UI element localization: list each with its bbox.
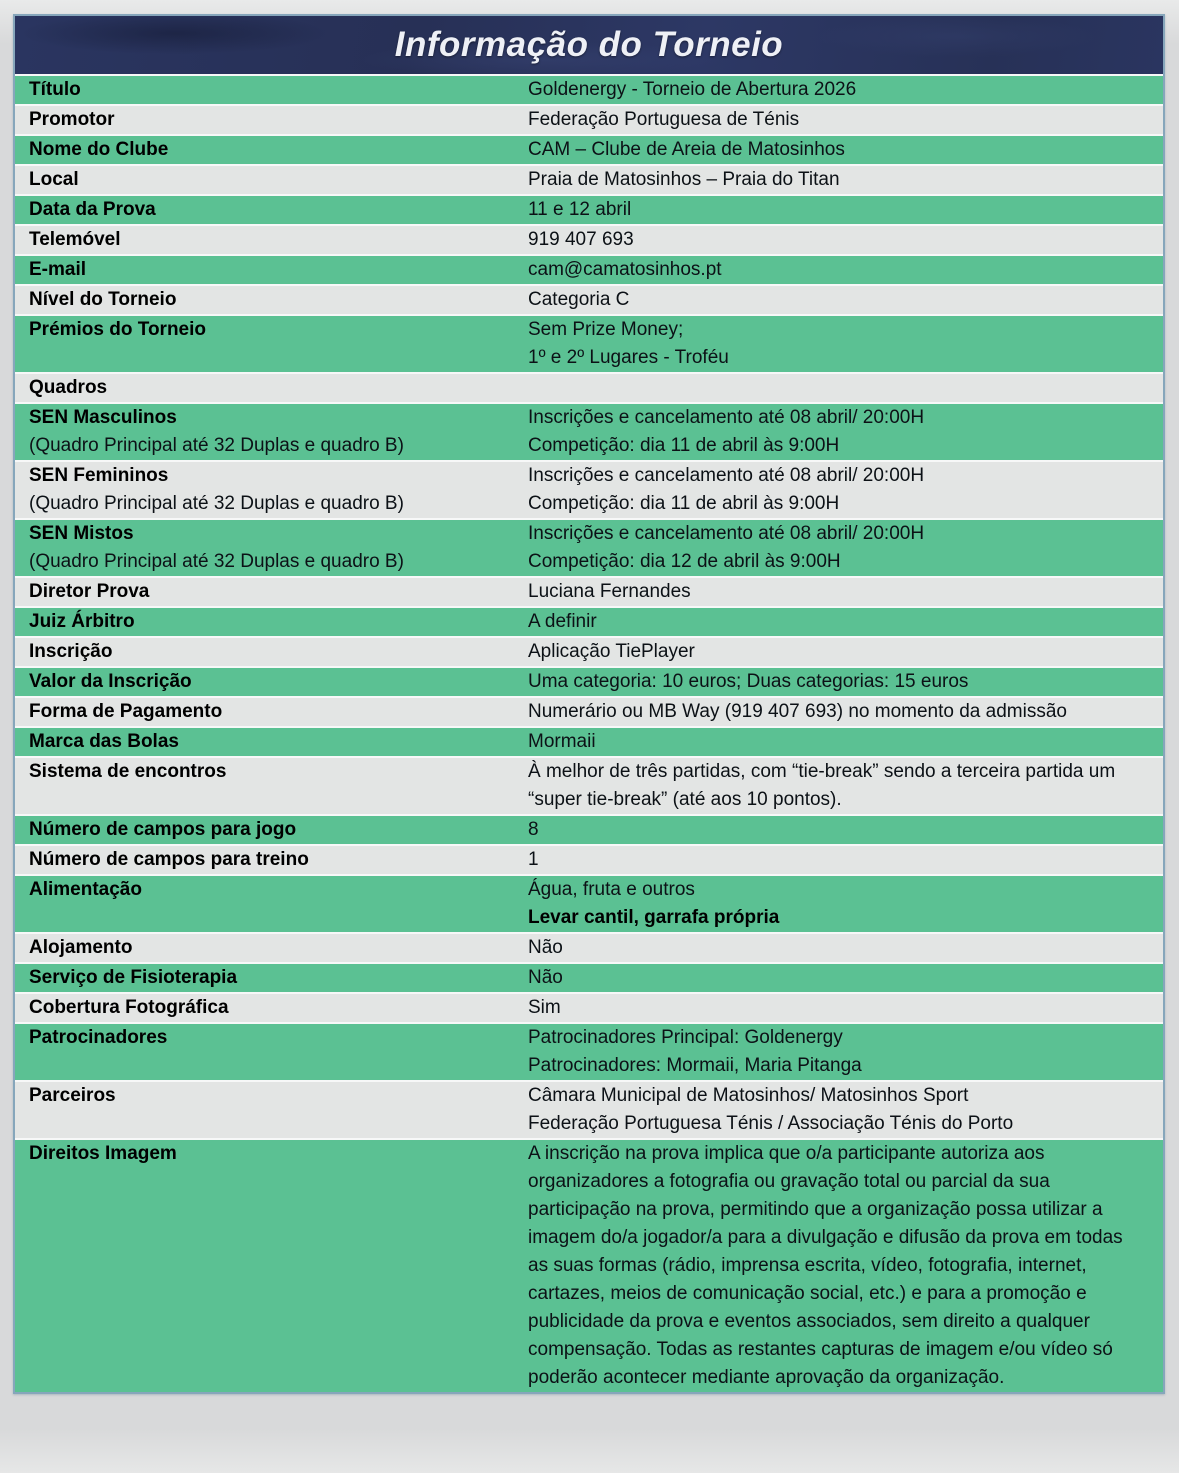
row-label-text: SEN Masculinos xyxy=(29,407,177,428)
row-value xyxy=(528,462,1163,518)
row-value-line: Inscrições e cancelamento até 08 abril/ 20:00H xyxy=(528,465,925,486)
row-label-text: Inscrição xyxy=(29,641,113,662)
row-value-line: Inscrições e cancelamento até 08 abril/ 20:00H xyxy=(528,523,925,544)
row-label xyxy=(15,578,528,606)
row-label-text: Juiz Árbitro xyxy=(29,611,135,632)
row-value xyxy=(528,934,1163,962)
row-label xyxy=(15,994,528,1022)
row-value xyxy=(528,816,1163,844)
row-label-text: Sistema de encontros xyxy=(29,761,227,782)
row-value xyxy=(528,846,1163,874)
row-value-line: cam@camatosinhos.pt xyxy=(528,259,722,280)
row-label xyxy=(15,316,528,372)
row-value xyxy=(528,136,1163,164)
row-value-line: Não xyxy=(528,967,563,988)
row-value xyxy=(528,374,1163,402)
row-value xyxy=(528,758,1163,814)
row-label-text: Forma de Pagamento xyxy=(29,701,223,722)
row-value-line: Não xyxy=(528,937,563,958)
row-value xyxy=(528,668,1163,696)
row-label xyxy=(15,934,528,962)
table-row-local xyxy=(15,166,1163,194)
row-value xyxy=(528,994,1163,1022)
row-value xyxy=(528,876,1163,932)
table-row-servico-de-fisioterapia xyxy=(15,964,1163,992)
row-value xyxy=(528,226,1163,254)
row-label-text: Local xyxy=(29,169,79,190)
row-value xyxy=(528,964,1163,992)
row-label xyxy=(15,256,528,284)
row-value xyxy=(528,698,1163,726)
row-value-line: Competição: dia 11 de abril às 9:00H xyxy=(528,493,840,514)
row-label-text: Serviço de Fisioterapia xyxy=(29,967,238,988)
row-label xyxy=(15,520,528,576)
row-value-line: Levar cantil, garrafa própria xyxy=(528,907,780,928)
row-value xyxy=(528,1024,1163,1080)
row-value-line: 919 407 693 xyxy=(528,229,634,250)
row-label-text: E-mail xyxy=(29,259,87,280)
row-label xyxy=(15,374,528,402)
row-label-text: Valor da Inscrição xyxy=(29,671,192,692)
table-row-inscricao xyxy=(15,638,1163,666)
row-label xyxy=(15,106,528,134)
row-value-line: Categoria C xyxy=(528,289,630,310)
row-value xyxy=(528,1082,1163,1138)
row-label xyxy=(15,846,528,874)
row-value-line: Numerário ou MB Way (919 407 693) no momento da admissão xyxy=(528,701,1067,722)
table-row-data-da-prova xyxy=(15,196,1163,224)
table-row-alimentacao xyxy=(15,876,1163,932)
table-row-juiz-arbitro xyxy=(15,608,1163,636)
row-value xyxy=(528,1140,1163,1392)
row-label-text: SEN Mistos xyxy=(29,523,134,544)
row-value-line: Uma categoria: 10 euros; Duas categorias: 15 euros xyxy=(528,671,969,692)
table-header xyxy=(15,16,1163,74)
row-label xyxy=(15,136,528,164)
row-value-line: Inscrições e cancelamento até 08 abril/ 20:00H xyxy=(528,407,925,428)
row-value-line: Sem Prize Money; xyxy=(528,319,684,340)
table-row-alojamento xyxy=(15,934,1163,962)
row-value xyxy=(528,638,1163,666)
row-value-line: Goldenergy - Torneio de Abertura 2026 xyxy=(528,79,857,100)
row-label xyxy=(15,1082,528,1138)
row-value-line: Luciana Fernandes xyxy=(528,581,691,602)
row-value xyxy=(528,728,1163,756)
row-label-text: Cobertura Fotográfica xyxy=(29,997,229,1018)
row-label xyxy=(15,196,528,224)
table-row-numero-campos-jogo xyxy=(15,816,1163,844)
row-label xyxy=(15,638,528,666)
row-value xyxy=(528,166,1163,194)
row-value-line: Competição: dia 12 de abril às 9:00H xyxy=(528,551,841,572)
row-value xyxy=(528,578,1163,606)
row-label-text: Diretor Prova xyxy=(29,581,150,602)
row-label-text: Patrocinadores xyxy=(29,1027,168,1048)
row-value xyxy=(528,286,1163,314)
row-value-line: Mormaii xyxy=(528,731,596,752)
table-row-sen-mistos xyxy=(15,520,1163,576)
row-label-text: Alojamento xyxy=(29,937,133,958)
row-label-text: Prémios do Torneio xyxy=(29,319,207,340)
row-value-line: À melhor de três partidas, com “tie-break” sendo a terceira partida um “super tie-break” (até aos 10 pontos). xyxy=(528,761,1116,810)
table-row-quadros xyxy=(15,374,1163,402)
row-label-text: Número de campos para jogo xyxy=(29,819,297,840)
table-row-diretor-prova xyxy=(15,578,1163,606)
row-label xyxy=(15,404,528,460)
table-row-titulo xyxy=(15,76,1163,104)
table-row-promotor xyxy=(15,106,1163,134)
tournament-info-table xyxy=(13,14,1165,1394)
table-row-valor-da-inscricao xyxy=(15,668,1163,696)
row-value-line: Patrocinadores: Mormaii, Maria Pitanga xyxy=(528,1055,862,1076)
row-label-text: Marca das Bolas xyxy=(29,731,179,752)
table-row-nivel-do-torneio xyxy=(15,286,1163,314)
row-label-text: Nível do Torneio xyxy=(29,289,177,310)
row-label xyxy=(15,876,528,932)
row-value-line: Aplicação TiePlayer xyxy=(528,641,695,662)
row-label xyxy=(15,728,528,756)
row-value-line: A definir xyxy=(528,611,597,632)
row-label xyxy=(15,462,528,518)
row-label-subtext: (Quadro Principal até 32 Duplas e quadro B) xyxy=(29,435,404,456)
row-label-text: Nome do Clube xyxy=(29,139,169,160)
info-table-body xyxy=(15,76,1163,1392)
table-row-sistema-de-encontros xyxy=(15,758,1163,814)
row-label xyxy=(15,226,528,254)
row-value-line: Federação Portuguesa de Ténis xyxy=(528,109,800,130)
row-label xyxy=(15,1024,528,1080)
row-label-subtext: (Quadro Principal até 32 Duplas e quadro B) xyxy=(29,551,404,572)
row-value xyxy=(528,76,1163,104)
row-label-text: Título xyxy=(29,79,81,100)
row-value-line: A inscrição na prova implica que o/a participante autoriza aos organizadores a fotografia ou gravação total ou parcial da sua participação na prova, permitindo que a organização possa utilizar a imagem do/a jogador/a para a divulgação e difusão da prova em todas as suas formas (rádio, imprensa escrita, vídeo, fotografia, internet, cartazes, meios de comunicação social, etc.) e para a promoção e publicidade da prova e eventos associados, sem direito a qualquer compensação. Todas as restantes capturas de imagem e/ou vídeo só poderão acontecer mediante aprovação da organização. xyxy=(528,1143,1123,1388)
row-label xyxy=(15,76,528,104)
row-label-text: SEN Femininos xyxy=(29,465,169,486)
row-value xyxy=(528,256,1163,284)
row-value xyxy=(528,608,1163,636)
table-row-email xyxy=(15,256,1163,284)
table-row-forma-de-pagamento xyxy=(15,698,1163,726)
row-value-line: Câmara Municipal de Matosinhos/ Matosinhos Sport xyxy=(528,1085,969,1106)
row-value-line: Patrocinadores Principal: Goldenergy xyxy=(528,1027,843,1048)
table-row-telemovel xyxy=(15,226,1163,254)
table-row-cobertura-fotografica xyxy=(15,994,1163,1022)
row-label xyxy=(15,608,528,636)
row-value-line: CAM – Clube de Areia de Matosinhos xyxy=(528,139,845,160)
row-label xyxy=(15,166,528,194)
row-label-text: Telemóvel xyxy=(29,229,121,250)
table-row-premios-do-torneio xyxy=(15,316,1163,372)
row-value-line: Competição: dia 11 de abril às 9:00H xyxy=(528,435,840,456)
table-row-parceiros xyxy=(15,1082,1163,1138)
row-value-line: Federação Portuguesa Ténis / Associação Ténis do Porto xyxy=(528,1113,1014,1134)
row-label-subtext: (Quadro Principal até 32 Duplas e quadro B) xyxy=(29,493,404,514)
row-label-text: Alimentação xyxy=(29,879,142,900)
row-label xyxy=(15,1140,528,1392)
row-value xyxy=(528,520,1163,576)
row-label-text: Data da Prova xyxy=(29,199,156,220)
row-value-line: Água, fruta e outros xyxy=(528,879,695,900)
row-label xyxy=(15,668,528,696)
row-value-line: 8 xyxy=(528,819,539,840)
row-value-line: 11 e 12 abril xyxy=(528,199,632,220)
row-label-text: Parceiros xyxy=(29,1085,116,1106)
row-value-line: Sim xyxy=(528,997,561,1018)
row-label-text: Número de campos para treino xyxy=(29,849,309,870)
table-row-numero-campos-treino xyxy=(15,846,1163,874)
row-label-text: Quadros xyxy=(29,377,108,398)
row-value xyxy=(528,316,1163,372)
row-label xyxy=(15,286,528,314)
row-label-text: Promotor xyxy=(29,109,115,130)
row-value-line: 1º e 2º Lugares - Troféu xyxy=(528,347,729,368)
table-row-direitos-imagem xyxy=(15,1140,1163,1392)
page-title: Informação do Torneio xyxy=(394,25,784,64)
row-value xyxy=(528,106,1163,134)
row-label xyxy=(15,758,528,814)
row-value xyxy=(528,196,1163,224)
row-label xyxy=(15,698,528,726)
row-label-text: Direitos Imagem xyxy=(29,1143,177,1164)
table-row-sen-masculinos xyxy=(15,404,1163,460)
table-row-marca-das-bolas xyxy=(15,728,1163,756)
table-row-sen-femininos xyxy=(15,462,1163,518)
row-value-line: 1 xyxy=(528,849,539,870)
row-value-line: Praia de Matosinhos – Praia do Titan xyxy=(528,169,840,190)
table-row-patrocinadores xyxy=(15,1024,1163,1080)
row-value xyxy=(528,404,1163,460)
table-row-nome-do-clube xyxy=(15,136,1163,164)
row-label xyxy=(15,964,528,992)
row-label xyxy=(15,816,528,844)
